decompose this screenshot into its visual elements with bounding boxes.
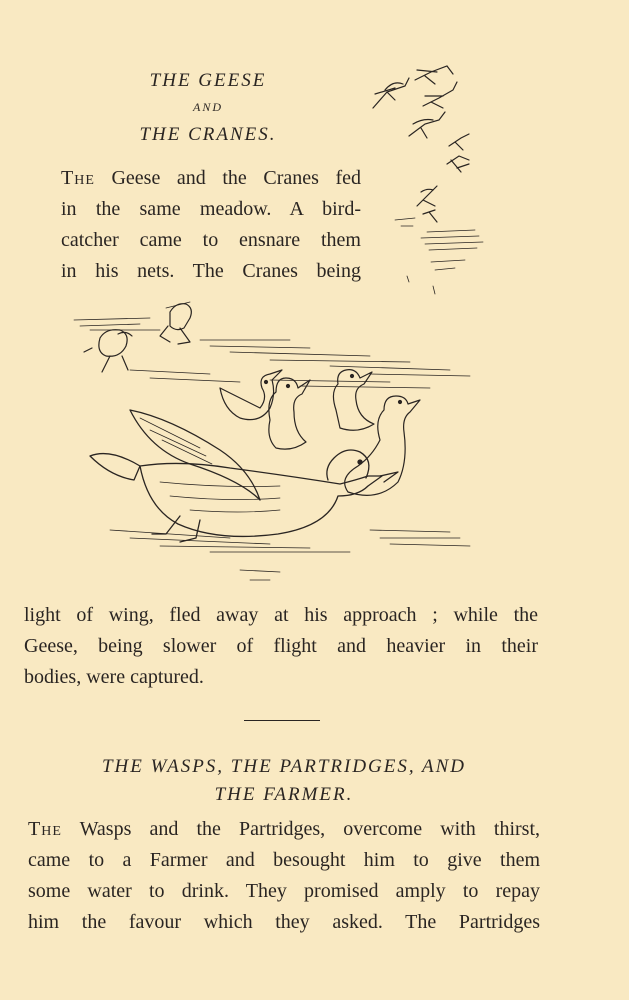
story1-title-line2: AND (193, 100, 223, 114)
section-divider (244, 720, 320, 721)
story1-title-line3: THE CRANES. (139, 124, 277, 145)
story1-dropcap: The (61, 167, 95, 189)
crane-bird-8 (423, 210, 437, 222)
story1-line-3: catcher came to ensnare them (61, 229, 361, 251)
cranes-flying-illustration (365, 60, 485, 300)
crane-bird-5 (449, 134, 469, 150)
story2-line-2: came to a Farmer and besought him to give them (28, 849, 540, 871)
story1-paragraph-top (61, 163, 361, 287)
story1-line-5: light of wing, fled away at his approach ; while the (24, 604, 538, 626)
story2-line-3: some water to drink. They promised amply to repay (28, 880, 540, 902)
crane-bird-4 (409, 112, 445, 138)
crane-bird-1 (373, 78, 409, 108)
story1-line-1: The Geese and the Cranes fed (61, 167, 361, 189)
goose-back-2 (269, 378, 310, 449)
story1-line-4: in his nets. The Cranes being (61, 260, 361, 282)
story2-line-4: him the favour which they asked. The Partridges (28, 911, 540, 933)
landscape-hatching (74, 318, 470, 388)
story1-title-line1: THE GEESE (149, 70, 267, 91)
goose-back-3 (333, 370, 374, 431)
crane-bird-2 (415, 66, 453, 84)
story2-paragraph (28, 814, 540, 938)
crane-bird-3 (423, 82, 457, 108)
goose-back-4 (345, 396, 420, 495)
crane-bird-7 (417, 186, 437, 206)
story1-line-2: in the same meadow. A bird- (61, 198, 361, 220)
ground-hatching (110, 530, 470, 580)
story1-line-7: bodies, were captured. (24, 666, 204, 688)
story2-title-line2: THE FARMER. (214, 784, 354, 805)
sky-hatching (395, 218, 483, 294)
birdcatcher-figures (84, 302, 191, 372)
geese-illustration (70, 290, 490, 590)
story1-line-6: Geese, being slower of flight and heavier in their (24, 635, 538, 657)
story2-line-1: The Wasps and the Partridges, overcome with thirst, (28, 818, 541, 840)
story2-dropcap: The (28, 818, 62, 840)
story1-paragraph-bottom (24, 600, 538, 693)
story2-title-line1: THE WASPS, THE PARTRIDGES, AND (101, 756, 467, 777)
crane-bird-6 (447, 156, 469, 172)
